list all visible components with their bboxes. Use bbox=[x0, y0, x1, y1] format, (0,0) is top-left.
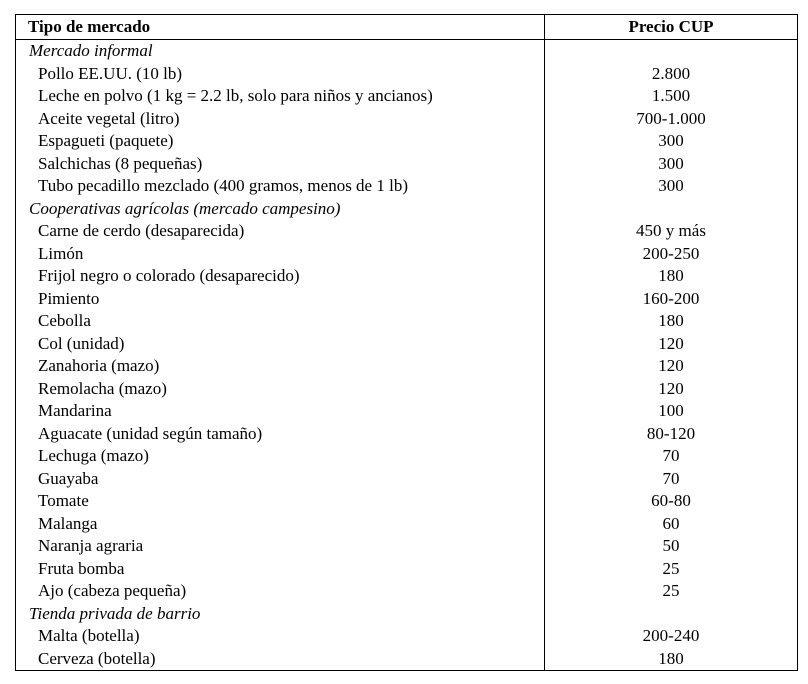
table-row bbox=[16, 288, 798, 311]
item-name: Frijol negro o colorado (desaparecido) bbox=[16, 265, 545, 288]
item-name: Leche en polvo (1 kg = 2.2 lb, solo para niños y ancianos) bbox=[16, 85, 545, 108]
item-name: Tubo pecadillo mezclado (400 gramos, menos de 1 lb) bbox=[16, 175, 545, 198]
item-name: Aceite vegetal (litro) bbox=[16, 108, 545, 131]
table-row bbox=[16, 400, 798, 423]
item-name: Cerveza (botella) bbox=[16, 648, 545, 671]
section-row bbox=[16, 40, 798, 63]
table-body bbox=[16, 40, 798, 671]
item-price: 300 bbox=[545, 175, 798, 198]
table-row bbox=[16, 445, 798, 468]
table-row bbox=[16, 625, 798, 648]
item-name: Limón bbox=[16, 243, 545, 266]
item-name: Ajo (cabeza pequeña) bbox=[16, 580, 545, 603]
table-row bbox=[16, 333, 798, 356]
item-price: 700-1.000 bbox=[545, 108, 798, 131]
section-price-empty bbox=[545, 198, 798, 221]
item-price: 70 bbox=[545, 468, 798, 491]
item-name: Malanga bbox=[16, 513, 545, 536]
item-price: 1.500 bbox=[545, 85, 798, 108]
item-price: 25 bbox=[545, 558, 798, 581]
table-row bbox=[16, 175, 798, 198]
item-name: Tomate bbox=[16, 490, 545, 513]
item-name: Malta (botella) bbox=[16, 625, 545, 648]
table-row bbox=[16, 468, 798, 491]
table-row bbox=[16, 85, 798, 108]
item-name: Zanahoria (mazo) bbox=[16, 355, 545, 378]
section-price-empty bbox=[545, 603, 798, 626]
table-row bbox=[16, 558, 798, 581]
price-table bbox=[15, 14, 798, 671]
item-name: Aguacate (unidad según tamaño) bbox=[16, 423, 545, 446]
item-name: Cebolla bbox=[16, 310, 545, 333]
item-price: 300 bbox=[545, 130, 798, 153]
table-row bbox=[16, 513, 798, 536]
table-row bbox=[16, 648, 798, 671]
header-market-type: Tipo de mercado bbox=[16, 15, 545, 40]
header-row bbox=[16, 15, 798, 40]
section-row bbox=[16, 198, 798, 221]
item-price: 60-80 bbox=[545, 490, 798, 513]
item-price: 70 bbox=[545, 445, 798, 468]
item-name: Fruta bomba bbox=[16, 558, 545, 581]
item-price: 180 bbox=[545, 310, 798, 333]
item-price: 60 bbox=[545, 513, 798, 536]
item-name: Naranja agraria bbox=[16, 535, 545, 558]
item-price: 180 bbox=[545, 265, 798, 288]
header-price-cup: Precio CUP bbox=[545, 15, 798, 40]
item-name: Mandarina bbox=[16, 400, 545, 423]
item-price: 120 bbox=[545, 333, 798, 356]
item-price: 2.800 bbox=[545, 63, 798, 86]
table-row bbox=[16, 378, 798, 401]
item-price: 120 bbox=[545, 355, 798, 378]
table-row bbox=[16, 580, 798, 603]
table-row bbox=[16, 220, 798, 243]
item-price: 300 bbox=[545, 153, 798, 176]
item-price: 100 bbox=[545, 400, 798, 423]
item-name: Carne de cerdo (desaparecida) bbox=[16, 220, 545, 243]
table-row bbox=[16, 265, 798, 288]
table-row bbox=[16, 423, 798, 446]
item-name: Salchichas (8 pequeñas) bbox=[16, 153, 545, 176]
item-name: Lechuga (mazo) bbox=[16, 445, 545, 468]
item-price: 200-250 bbox=[545, 243, 798, 266]
item-price: 160-200 bbox=[545, 288, 798, 311]
section-title: Tienda privada de barrio bbox=[16, 603, 545, 626]
item-name: Col (unidad) bbox=[16, 333, 545, 356]
item-name: Espagueti (paquete) bbox=[16, 130, 545, 153]
section-row bbox=[16, 603, 798, 626]
item-price: 25 bbox=[545, 580, 798, 603]
section-price-empty bbox=[545, 40, 798, 63]
item-name: Pollo EE.UU. (10 lb) bbox=[16, 63, 545, 86]
item-name: Guayaba bbox=[16, 468, 545, 491]
item-name: Remolacha (mazo) bbox=[16, 378, 545, 401]
table-row bbox=[16, 130, 798, 153]
section-title: Cooperativas agrícolas (mercado campesino) bbox=[16, 198, 545, 221]
item-price: 180 bbox=[545, 648, 798, 671]
item-price: 120 bbox=[545, 378, 798, 401]
item-price: 450 y más bbox=[545, 220, 798, 243]
item-price: 200-240 bbox=[545, 625, 798, 648]
table-row bbox=[16, 108, 798, 131]
table-row bbox=[16, 355, 798, 378]
table-row bbox=[16, 153, 798, 176]
table-row bbox=[16, 243, 798, 266]
table-row bbox=[16, 63, 798, 86]
item-name: Pimiento bbox=[16, 288, 545, 311]
table-row bbox=[16, 490, 798, 513]
table-row bbox=[16, 535, 798, 558]
section-title: Mercado informal bbox=[16, 40, 545, 63]
item-price: 50 bbox=[545, 535, 798, 558]
table-row bbox=[16, 310, 798, 333]
item-price: 80-120 bbox=[545, 423, 798, 446]
